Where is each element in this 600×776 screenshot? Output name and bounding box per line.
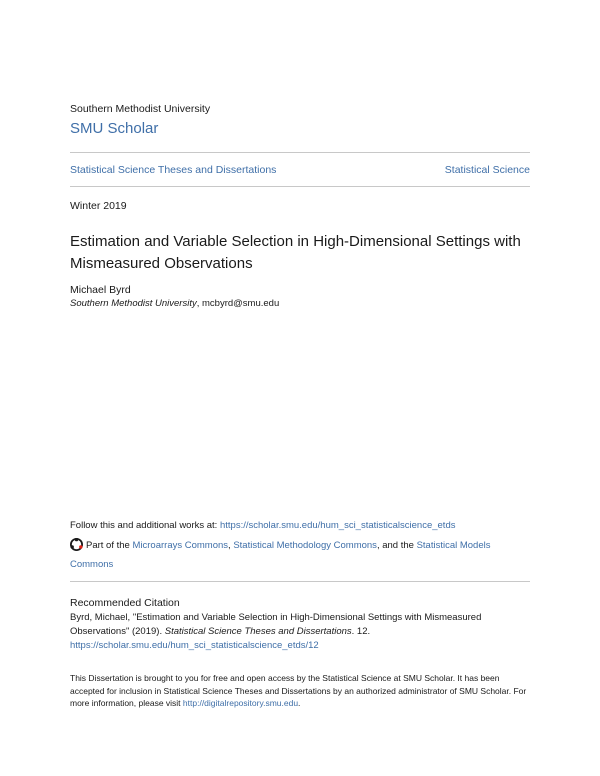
microarrays-commons-link[interactable]: Microarrays Commons: [132, 540, 229, 551]
author-name: Michael Byrd: [70, 284, 131, 296]
divider-bottom: [70, 581, 530, 582]
department-link[interactable]: Statistical Science: [444, 164, 530, 176]
citation-heading: Recommended Citation: [70, 597, 180, 609]
repository-url-link[interactable]: http://digitalrepository.smu.edu: [182, 698, 299, 708]
university-name: Southern Methodist University: [70, 103, 211, 115]
access-text: This Dissertation is brought to you for free and open access by the Statistical Science at SMU Scholar. It has been accepted for inclusion in Statistical Science Theses and Dissertations by an authorized administrator of SMU Scholar. For more information, please visit: [70, 673, 527, 708]
access-statement: [70, 672, 530, 710]
divider-top: [70, 152, 530, 153]
divider-middle: [70, 186, 530, 187]
citation-series: Statistical Science Theses and Dissertations: [164, 626, 352, 637]
citation-text: [70, 611, 530, 653]
part-of-sep1: ,: [228, 540, 234, 551]
citation-main: Byrd, Michael, "Estimation and Variable Selection in High-Dimensional Settings with Mismeasured Observations" (2019).: [70, 612, 482, 637]
part-of-sep2: , and the: [376, 540, 417, 551]
affiliation-name: Southern Methodist University: [70, 298, 197, 309]
document-title: Estimation and Variable Selection in High-Dimensional Settings with Mismeasured Observations: [70, 233, 521, 272]
part-of-prefix: Part of the: [86, 540, 133, 551]
author-affiliation: [70, 298, 279, 309]
statistical-models-commons-link[interactable]: Statistical Models Commons: [70, 540, 491, 570]
publication-date: Winter 2019: [70, 200, 127, 212]
follow-url-link[interactable]: https://scholar.smu.edu/hum_sci_statisticalscience_etds: [219, 520, 456, 531]
statistical-methodology-commons-link[interactable]: Statistical Methodology Commons: [233, 540, 377, 551]
citation-number: . 12.: [351, 626, 371, 637]
repository-link[interactable]: SMU Scholar: [70, 120, 159, 137]
citation-url-link[interactable]: https://scholar.smu.edu/hum_sci_statisticalscience_etds/12: [70, 640, 319, 651]
series-link[interactable]: Statistical Science Theses and Dissertations: [70, 164, 277, 176]
network-commons-icon: [70, 538, 83, 557]
access-end: .: [298, 698, 301, 708]
part-of-commons: [70, 538, 530, 573]
follow-text: Follow this and additional works at:: [70, 520, 220, 531]
follow-line: [70, 520, 530, 531]
author-email: , mcbyrd@smu.edu: [196, 298, 280, 309]
